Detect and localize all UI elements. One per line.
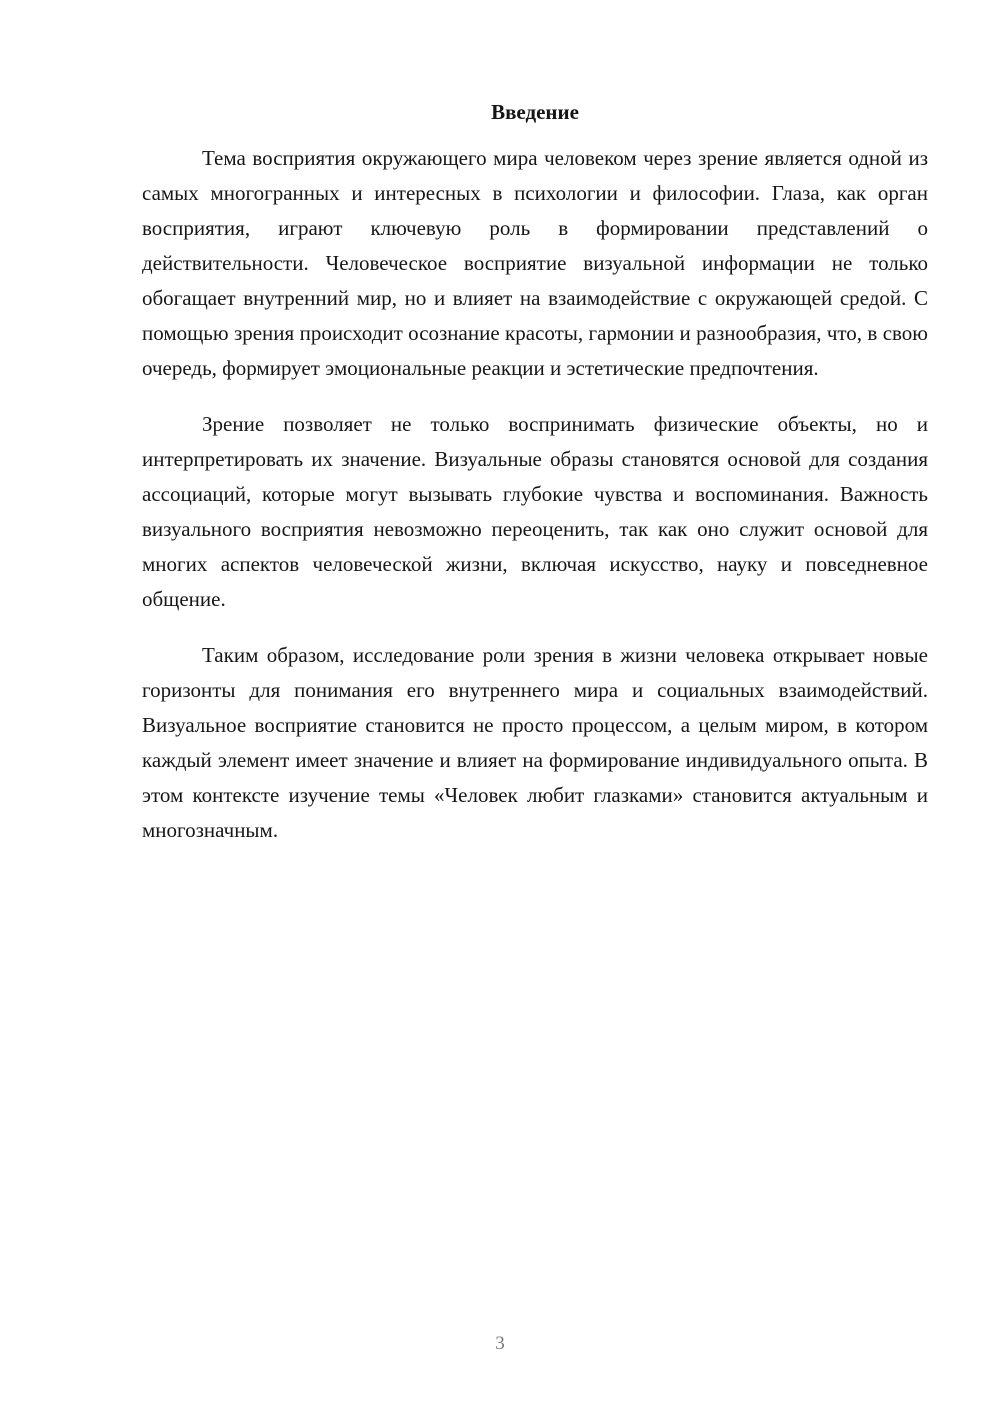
section-title: Введение — [491, 100, 579, 124]
page-number: 3 — [495, 1333, 505, 1354]
paragraph-2: Зрение позволяет не только воспринимать физические объекты, но и интерпретировать их значение. Визуальные образы становятся основой для создания ассоциаций, которые могут вызывать глубокие чувства и воспоминания. Важность визуального восприятия невозможно переоценить, так как оно служит основой для многих аспектов человеческой жизни, включая искусство, науку и повседневное общение. — [142, 412, 928, 611]
body-text — [142, 141, 928, 848]
paragraph-1: Тема восприятия окружающего мира человеком через зрение является одной из самых многогранных и интересных в психологии и философии. Глаза, как орган восприятия, играют ключевую роль в формировании представлений о действительности. Человеческое восприятие визуальной информации не только обогащает внутренний мир, но и влияет на взаимодействие с окружающей средой. С помощью зрения происходит осознание красоты, гармонии и разнообразия, что, в свою очередь, формирует эмоциональные реакции и эстетические предпочтения. — [142, 146, 928, 380]
paragraph-3: Таким образом, исследование роли зрения в жизни человека открывает новые горизонты для понимания его внутреннего мира и социальных взаимодействий. Визуальное восприятие становится не просто процессом, а целым миром, в котором каждый элемент имеет значение и влияет на формирование индивидуального опыта. В этом контексте изучение темы «Человек любит глазками» становится актуальным и многозначным. — [142, 643, 928, 842]
